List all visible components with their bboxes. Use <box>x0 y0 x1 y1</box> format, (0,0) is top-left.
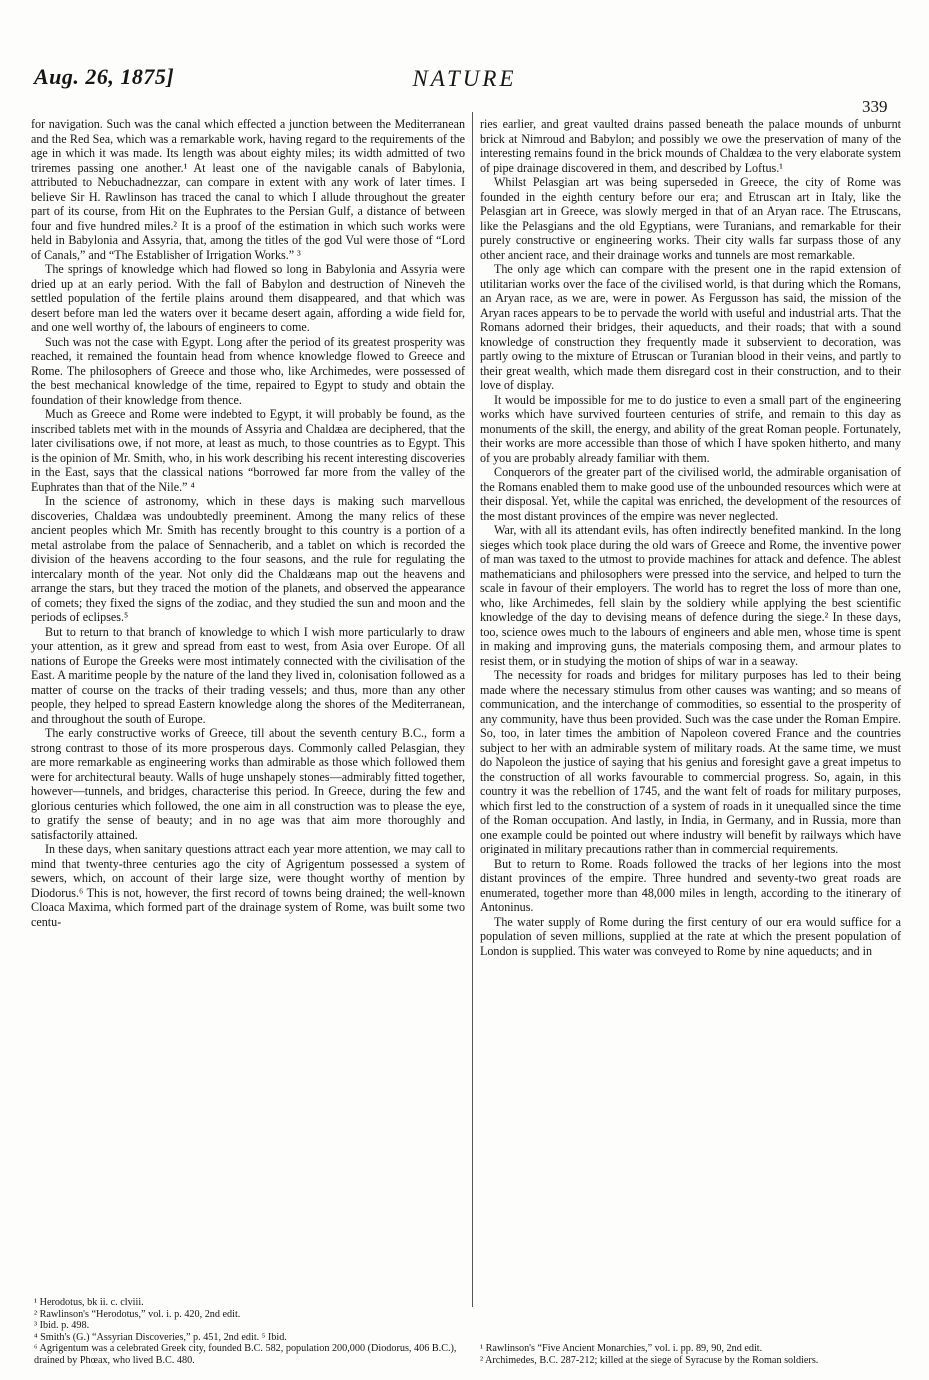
left-footnotes <box>34 1297 464 1367</box>
paragraph: Much as Greece and Rome were indebted to Egypt, it will probably be found, as the inscribed tablets met with in the mounds of Assyria and Chaldæa are deciphered, that the later civilisations owe, if not more, at least as much, to those countries as to Egypt. This is the opinion of Mr. Smith, who, in his work describing his recent interesting discoveries in the East, says that the classical nations “borrowed far more from the valley of the Euphrates than that of the Nile.” ⁴ <box>31 407 465 494</box>
column-divider <box>472 112 473 1307</box>
footnote: ³ Ibid. p. 498. <box>34 1320 90 1332</box>
paragraph: In these days, when sanitary questions attract each year more attention, we may call to mind that twenty-three centuries ago the city of Agrigentum possessed a system of sewers, which, on account of their large size, were thought worthy of mention by Diodorus.⁶ This is not, however, the first record of towns being drained; the well-known Cloaca Maxima, which formed part of the drainage system of Rome, was built some two centu- <box>31 842 465 929</box>
paragraph: But to return to that branch of knowledge to which I wish more particularly to draw your attention, as it grew and spread from east to west, from Asia over Europe. Of all nations of Europe the Greeks were most intimately connected with the civilisation of the East. A maritime people by the nature of the land they lived in, colonisation followed as a matter of course on the tracks of their trading vessels; and thus, more than any other people, they helped to spread Eastern knowledge along the shores of the Mediterranean, and throughout the south of Europe. <box>31 624 465 726</box>
paragraph: The water supply of Rome during the first century of our era would suffice for a population of seven millions, supplied at the rate at which the present population of London is supplied. This water was conveyed to Rome by nine aqueducts; and in <box>480 914 901 958</box>
paragraph: Whilst Pelasgian art was being superseded in Greece, the city of Rome was founded in the eighth century before our era; and Etruscan art in Italy, like the Pelasgian art in Greece, was slowly merged in that of an Aryan race. The Etruscans, like the Pelasgians and the old Egyptians, were Turanians, and remarkable for their purely constructive or engineering works. Their city walls far surpass those of any other ancient race, and their drainage works and tunnels are most remarkable. <box>480 175 901 262</box>
footnote: ⁴ Smith's (G.) “Assyrian Discoveries,” p. 451, 2nd edit. ⁵ Ibid. <box>34 1331 287 1343</box>
footnote: ¹ Herodotus, bk ii. c. clviii. <box>34 1297 144 1308</box>
left-column <box>31 117 465 929</box>
right-column <box>480 117 901 958</box>
paragraph: for navigation. Such was the canal which effected a junction between the Mediterranean and the Red Sea, which was a remarkable work, having regard to the requirements of the age in which it was made. Its length was about eighty miles; its width admitted of two triremes passing one another.¹ At least one of the navigable canals of Babylonia, attributed to Nebuchadnezzar, can compare in extent with any work of later times. I believe Sir H. Rawlinson has traced the canal to which I allude throughout the greater part of its course, from Hit on the Euphrates to the Persian Gulf, a distance of between four and five hundred miles.² It is a proof of the estimation in which such works were held in Babylonia and Assyria, that, among the titles of the god Vul were those of “Lord of Canals,” and “The Establisher of Irrigation Works.” ³ <box>31 117 465 262</box>
paragraph: But to return to Rome. Roads followed the tracks of her legions into the most distant provinces of the empire. Three hundred and seventy-two great roads are enumerated, together more than 48,000 miles in length, according to the itinerary of Antoninus. <box>480 856 901 914</box>
issue-date: Aug. 26, 1875] <box>34 64 175 89</box>
paragraph: In the science of astronomy, which in these days is making such marvellous discoveries, Chaldæa was undoubtedly preeminent. Among the many relics of these ancient peoples which Mr. Smith has recently brought to this country is a portion of a metal astrolabe from the palace of Sennacherib, and a tablet on which is recorded the division of the heavens according to the four seasons, and the rule for regulating the intercalary month of the year. Not only did the Chaldæans map out the heavens and arrange the stars, but they traced the motion of the planets, and observed the appearance of comets; they fixed the signs of the zodiac, and they studied the sun and moon and the periods of eclipses.⁵ <box>31 494 465 624</box>
paragraph: The springs of knowledge which had flowed so long in Babylonia and Assyria were dried up at an early period. With the fall of Babylon and destruction of Nineveh the settled population of the fertile plains around them disappeared, and that which was desert before man led the waters over it became desert again, affording a wide field for, and one well worthy of, the labours of engineers to come. <box>31 262 465 334</box>
paragraph: It would be impossible for me to do justice to even a small part of the engineering works which have survived fourteen centuries of strife, and remain to this day as monuments of the skill, the energy, and ability of the great Roman people. Fortunately, their works are more accessible than those of which I have spoken hitherto, and many of you are probably already familiar with them. <box>480 392 901 465</box>
footnote: ² Rawlinson's “Herodotus,” vol. i. p. 420, 2nd edit. <box>34 1308 241 1320</box>
paragraph: The early constructive works of Greece, till about the seventh century B.C., form a strong contrast to those of its more prosperous days. Commonly called Pelasgian, they are more remarkable as engineering works than admirable as those which followed them were for architectural beauty. Walls of huge unshapely stones—admirably fitted together, however—tunnels, and bridges, characterise this period. In Greece, during the few and glorious centuries which followed, the one aim in all construction was to please the eye, to gratify the sense of beauty; and in no age was that aim more thoroughly and satisfactorily attained. <box>31 726 465 842</box>
paragraph: Conquerors of the greater part of the civilised world, the admirable organisation of the Romans enabled them to make good use of the unbounded resources which were at their disposal. Yet, while the capital was enriched, the development of the resources of the most distant provinces of the empire was never neglected. <box>480 465 901 523</box>
right-footnotes <box>480 1343 901 1366</box>
footnote: ² Archimedes, B.C. 287-212; killed at the siege of Syracuse by the Roman soldiers. <box>480 1354 819 1366</box>
paragraph: War, with all its attendant evils, has often indirectly benefited mankind. In the long sieges which took place during the old wars of Greece and Rome, the inventive power of man was taxed to the utmost to provide machines for attack and defence. The ablest mathematicians and philosophers were pressed into the service, and helped to turn the scale in favour of their employers. The world has to regret the loss of more than one, who, like Archimedes, fell slain by the soldiery while applying the best scientific knowledge of the day to devising means of defence during the siege.² In these days, too, science owes much to the labours of engineers and able men, whose time is spent in making and improving guns, the materials composing them, and armour plates to resist them, or in studying the motion of ships of war in a seaway. <box>480 523 901 668</box>
paragraph: Such was not the case with Egypt. Long after the period of its greatest prosperity was reached, it remained the fountain head from whence knowledge flowed to Greece and Rome. The philosophers of Greece and those who, like Archimedes, were possessed of the best mechanical knowledge of the time, repaired to Egypt to study and obtain the foundation of their knowledge from thence. <box>31 334 465 407</box>
paragraph: ries earlier, and great vaulted drains passed beneath the palace mounds of unburnt brick at Nimroud and Babylon; and possibly we owe the preservation of many of the interesting remains found in the brick mounds of Chaldæa to the very elaborate system of pipe drainage discovered in them, and described by Loftus.¹ <box>480 117 901 175</box>
footnote: ⁶ Agrigentum was a celebrated Greek city, founded B.C. 582, population 200,000 (Diodorus, 406 B.C.), drained by Phœax, who lived B.C. 480. <box>34 1343 457 1366</box>
page-number: 339 <box>862 97 888 116</box>
paragraph: The only age which can compare with the present one in the rapid extension of utilitarian works over the face of the civilised world, is that during which the Romans, an Aryan race, as we are, were in power. As Fergusson has said, the mission of the Aryan races appears to be to pervade the world with useful and industrial arts. That the Romans adorned their bridges, their aqueducts, and their roads; that with a sound knowledge of construction they frequently made it subservient to decoration, was partly owing to the mixture of Etruscan or Turanian blood in their veins, and partly to their great wealth, which made them disregard cost in their construction, and to their love of display. <box>480 262 901 392</box>
journal-title: NATURE <box>412 66 517 91</box>
footnote: ¹ Rawlinson's “Five Ancient Monarchies,” vol. i. pp. 89, 90, 2nd edit. <box>480 1343 763 1354</box>
paragraph: The necessity for roads and bridges for military purposes has led to their being made where the necessary stimulus from other causes was wanting; and so means of communication, and the interchange of commodities, so essential to the prosperity of any community, have thus been provided. Such was the case under the Roman Empire. So, too, in later times the ambition of Napoleon covered France and the countries subject to her with an admirable system of military roads. At the same time, we must do Napoleon the justice of saying that his genius and foresight gave a great impetus to the construction of all works favourable to commercial progress. So, again, in this country it was the rebellion of 1745, and the want felt of roads for military purposes, which first led to the construction of a system of roads in it unequalled since the time of the Roman occupation. And lastly, in India, in Germany, and in Russia, more than one example could be pointed out where industry will benefit by railways which have originated in military precautions rather than in commercial requirements. <box>480 668 901 856</box>
